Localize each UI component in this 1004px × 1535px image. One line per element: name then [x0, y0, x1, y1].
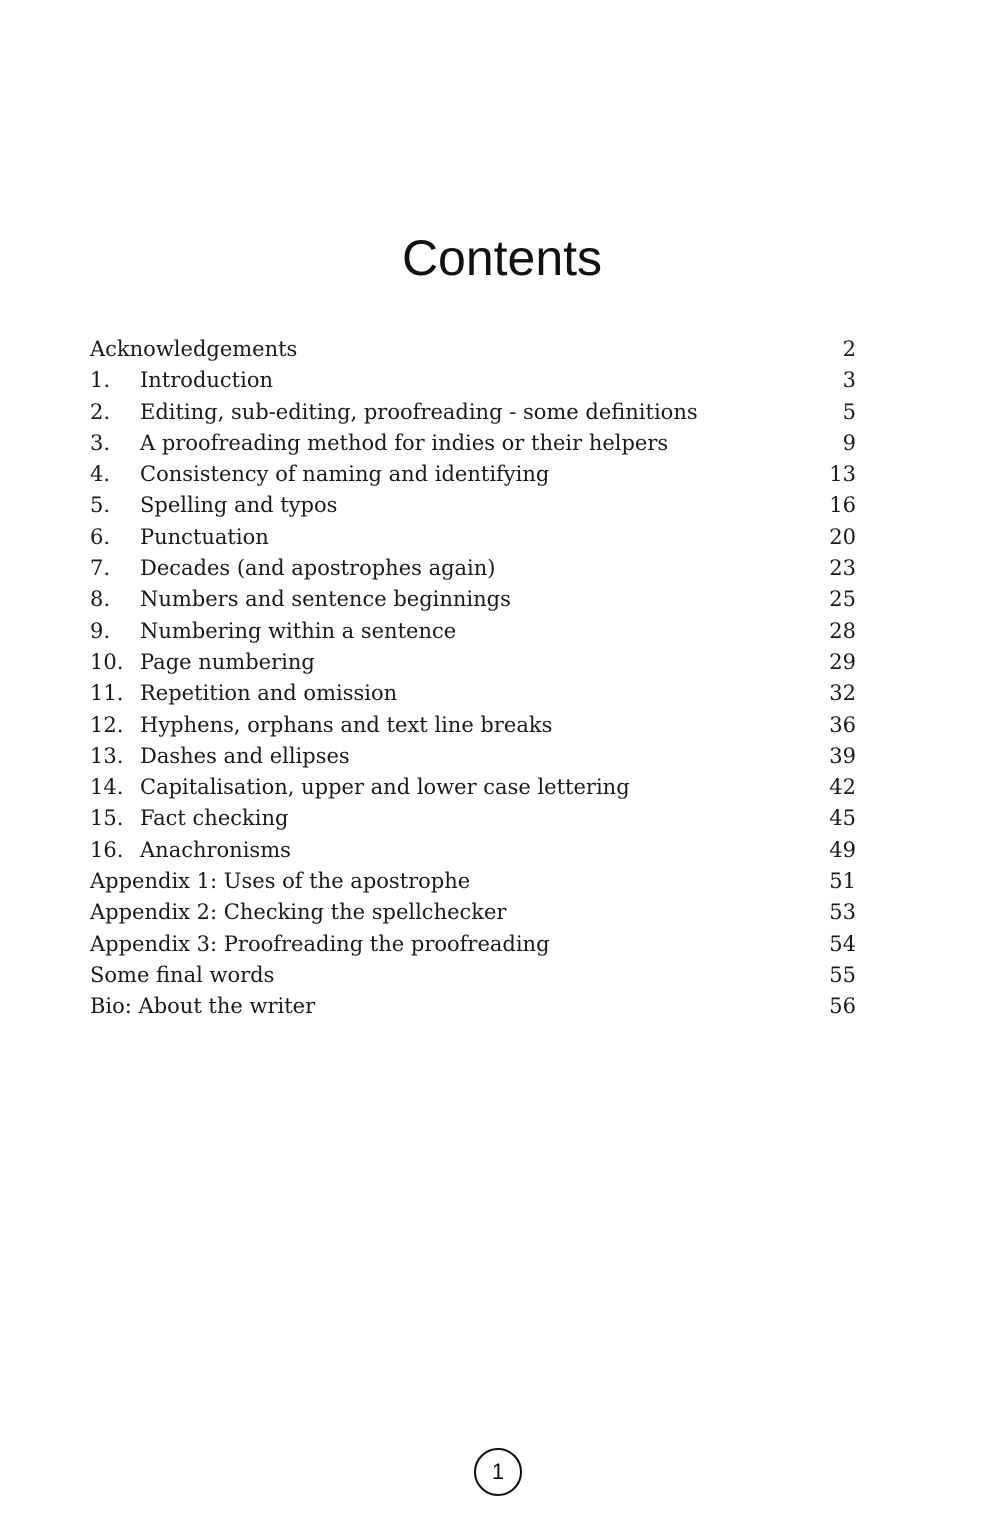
toc-entry-page: 36 — [829, 712, 856, 737]
toc-entry-page: 20 — [829, 524, 856, 549]
toc-entry-number: 15. — [90, 806, 124, 831]
toc-entry-title: Some final words — [90, 962, 275, 987]
toc-entry — [90, 960, 858, 991]
toc-entry-title: Spelling and typos — [140, 493, 338, 518]
toc-entry — [90, 365, 858, 396]
toc-entry-title: Anachronisms — [140, 837, 291, 862]
toc-entry — [90, 772, 858, 803]
toc-entry-title: A proofreading method for indies or their helpers — [140, 430, 669, 455]
toc-entry-title: Appendix 2: Checking the spellchecker — [90, 900, 507, 925]
toc-entry-title: Acknowledgements — [90, 337, 298, 361]
toc-entry-page: 29 — [829, 649, 856, 674]
toc-entry — [90, 553, 858, 584]
toc-entry — [90, 647, 858, 678]
toc-entry — [90, 929, 858, 960]
toc-entry-number: 5. — [90, 493, 111, 518]
toc-entry — [90, 710, 858, 741]
toc-entry-page: 49 — [829, 837, 856, 862]
toc-entry-title: Dashes and ellipses — [140, 743, 350, 768]
toc-entry-page: 23 — [829, 556, 856, 581]
toc-entry-page: 2 — [842, 337, 856, 361]
toc-entry-page: 55 — [829, 962, 856, 987]
toc-entry — [90, 803, 858, 834]
toc-entry-number: 10. — [90, 649, 124, 674]
toc-entry-number: 12. — [90, 712, 124, 737]
toc-entry-number: 1. — [90, 368, 111, 393]
toc-entry-number: 6. — [90, 524, 111, 549]
toc-entry-page: 28 — [829, 618, 856, 643]
toc-entry-number: 11. — [90, 681, 124, 706]
toc-entry-page: 25 — [829, 587, 856, 612]
toc-entry — [90, 522, 858, 553]
toc-entry — [90, 866, 858, 897]
page-number-badge — [474, 1448, 522, 1496]
toc-entry-page: 9 — [842, 430, 856, 455]
toc-entry-number: 13. — [90, 743, 124, 768]
toc-entry-title: Numbering within a sentence — [140, 618, 457, 643]
toc-entry-number: 8. — [90, 587, 111, 612]
toc-entry-number: 7. — [90, 556, 111, 581]
toc-entry-page: 5 — [842, 399, 856, 424]
toc-entry-number: 14. — [90, 775, 124, 800]
toc-entry — [90, 459, 858, 490]
toc-entry — [90, 334, 858, 365]
toc-entry-number: 3. — [90, 430, 111, 455]
table-of-contents — [90, 334, 858, 1023]
toc-entry-page: 42 — [829, 775, 856, 800]
toc-entry-title: Capitalisation, upper and lower case lettering — [140, 775, 630, 800]
toc-entry — [90, 428, 858, 459]
toc-entry — [90, 897, 858, 928]
toc-entry — [90, 397, 858, 428]
toc-entry — [90, 616, 858, 647]
toc-entry-title: Hyphens, orphans and text line breaks — [140, 712, 553, 737]
toc-entry-title: Introduction — [140, 368, 273, 393]
toc-entry-title: Decades (and apostrophes again) — [140, 556, 496, 581]
toc-entry-page: 39 — [829, 743, 856, 768]
toc-entry-number: 16. — [90, 837, 124, 862]
toc-entry-page: 51 — [829, 869, 856, 894]
toc-entry-page: 3 — [842, 368, 856, 393]
toc-entry-title: Numbers and sentence beginnings — [140, 587, 511, 612]
toc-entry-page: 32 — [829, 681, 856, 706]
toc-entry-page: 54 — [829, 931, 856, 956]
toc-entry — [90, 490, 858, 521]
toc-entry — [90, 584, 858, 615]
toc-entry-title: Consistency of naming and identifying — [140, 462, 550, 487]
page-title: Contents — [401, 230, 603, 286]
toc-entry-number: 9. — [90, 618, 111, 643]
toc-entry-title: Bio: About the writer — [90, 994, 316, 1019]
toc-entry — [90, 741, 858, 772]
toc-entry-title: Editing, sub-editing, proofreading - some definitions — [140, 399, 698, 424]
toc-entry-page: 16 — [829, 493, 856, 518]
toc-entry-page: 53 — [829, 900, 856, 925]
toc-entry-page: 45 — [829, 806, 856, 831]
toc-entry-title: Fact checking — [140, 806, 289, 831]
page-number: 1 — [491, 1459, 505, 1484]
toc-entry-title: Repetition and omission — [140, 681, 398, 706]
toc-entry — [90, 678, 858, 709]
toc-entry-page: 56 — [829, 994, 856, 1019]
toc-entry-title: Appendix 3: Proofreading the proofreading — [90, 931, 550, 956]
toc-entry-number: 4. — [90, 462, 111, 487]
toc-entry-page: 13 — [829, 462, 856, 487]
toc-entry-title: Page numbering — [140, 649, 315, 674]
toc-entry-number: 2. — [90, 399, 111, 424]
toc-entry-title: Punctuation — [140, 524, 269, 549]
toc-entry-title: Appendix 1: Uses of the apostrophe — [90, 869, 471, 894]
toc-entry — [90, 991, 858, 1022]
toc-entry — [90, 835, 858, 866]
